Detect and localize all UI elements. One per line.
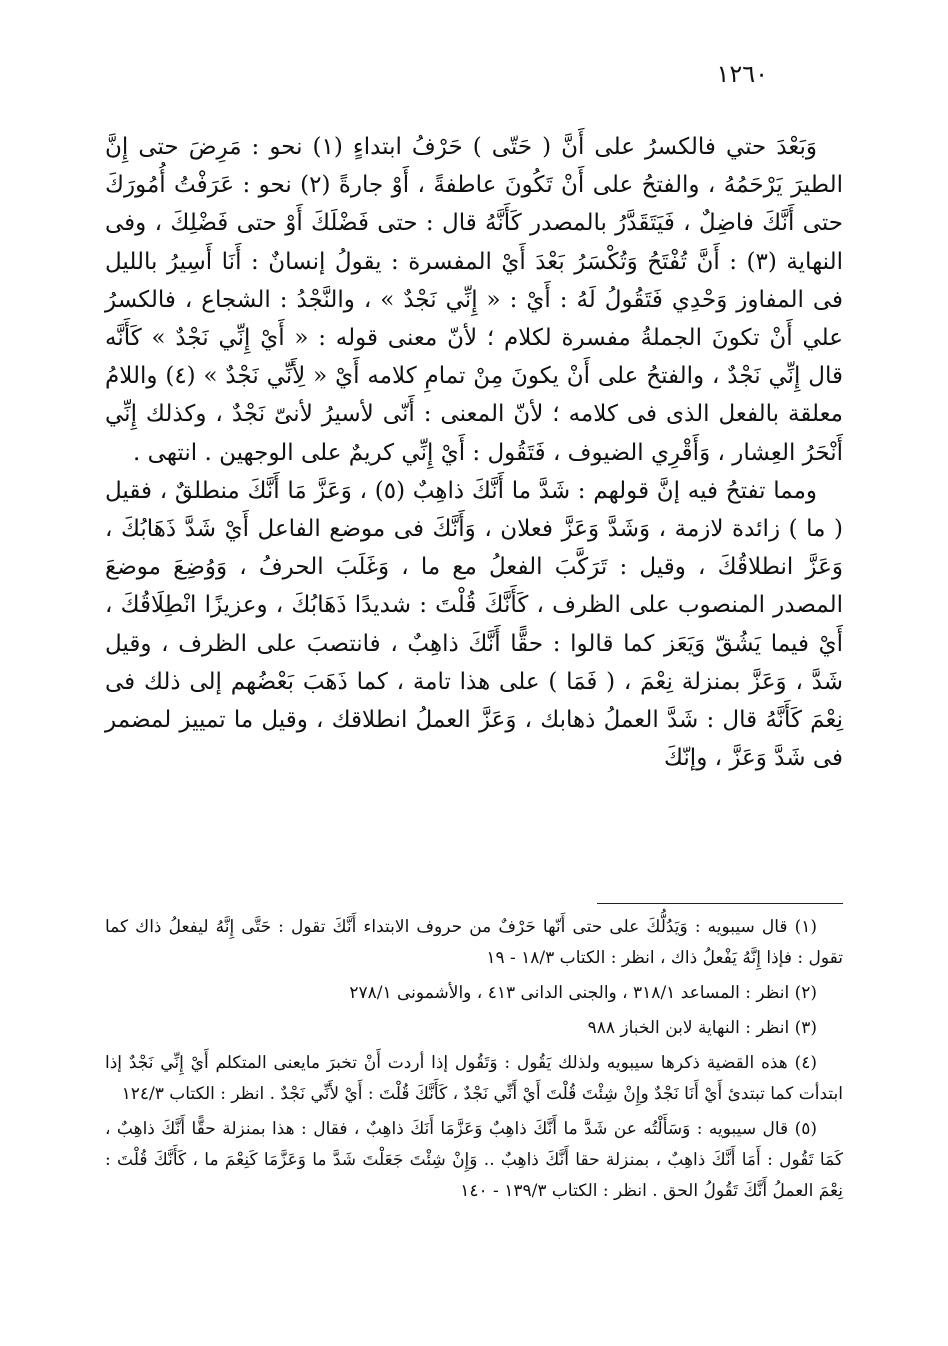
paragraph: وَبَعْدَ حتي فالكسرُ على أَنَّ ( حَتّى ) حَرْفُ ابتداءٍ (١) نحو : مَرِضَ حتى إِنَّ الطيرَ يَرْحَمُهُ ، والفتحُ على أَنْ تَكُونَ عاطفةً ، أَوْ جارةً (٢) نحو : عَرَفْتُ أُمُورَكَ حتى أَنَّكَ فاضِلٌ ، فَيَتَقَدَّرُ بالمصدر كَأَنَّهُ قال : حتى فَضْلَكَ أَوْ حتى فَضْلِكَ ، وفى النهاية (٣) : أَنَّ تُفْتَحُ وَتُكْسَرُ بَعْدَ أَيْ المفسرة : يقولُ إنسانٌ : أَنَا أَسِيرُ بالليل فى المفاوز وَحْدِي فَتَقُولُ لَهُ : أَيْ : « إِنِّي نَجْدٌ » ، والنَّجْدُ : الشجاع ، فالكسرُ علي أَنْ تكونَ الجملةُ مفسرة لكلام ؛ لأنّ معنى قوله : « أَيْ إِنِّي نَجْدٌ » كَأَنَّه قال إِنِّي نَجْدٌ ، والفتحُ على أَنْ يكونَ مِنْ تمامِ كلامه أَيْ « لِأَنِّي نَجْدٌ » (٤) واللامُ معلقة بالفعل الذى فى كلامه ؛ لأنّ المعنى : أَنّى لأسيرُ لأنىّ نَجْدٌ ، وكذلك إِنِّي أَنْحَرُ العِشار ، وَأَقْرِي الضيوف ، فَتَقُول : أَيْ إِنِّي كريمٌ على الوجهين . انتهى . [105,134,844,466]
footnote: (١) قال سيبويه : وَيَدُلُّكَ على حتى أَنّها حَرْفٌ من حروف الابتداء أَنَّكَ تقول : حَتَّى إِنَّهُ ليفعلُ ذاك كما تقول : فإذا إِنَّهُ يَفْعلُ ذاك ، انظر : الكتاب ١٨/٣ - ١٩ [105,917,843,968]
footnotes [105,912,843,1211]
footnote: (٥) قال سيبويه : وَسَأَلْتُه عن شَدَّ ما أَنَّكَ ذاهِبٌ وَعَزَّمَا أَنَكَ ذاهِبٌ ، فقال : هذا بمنزلة حقًّا أَنَّكَ ذاهِبٌ ، كَمَا تَقُول : أَمَا أَنَّكَ ذاهِبٌ ، بمنزلة حقا أَنَّكَ ذاهِبٌ .. وَإِنْ شِئْتَ جَعَلْتَ شَدَّ ما وَعَزَّمَا كَنِعْمَ ما ، كَأَنَّكَ قُلْتَ : نِعْمَ العملُ أَنَّكَ تَقُولُ الحق . انظر : الكتاب ١٣٩/٣ - ١٤٠ [105,1119,843,1201]
footnote: (٤) هذه القضية ذكرها سيبويه ولذلك يَقُول : وَتَقُول إذا أردت أَنْ تخبرَ مايعنى المتكلم أَيْ إِنِّي نَجْدٌ إذا ابتدأت كما تبتدئ أَيْ أَنَا نَجْدٌ وإِنْ شِئْتَ قُلْتَ أَيْ أَنِّي نَجْدٌ ، كَأَنَّكَ قُلْتَ : أَيْ لأَنِّي نَجْدٌ . انظر : الكتاب ١٢٤/٣ [105,1053,843,1104]
page-number: ١٢٦٠ [716,60,768,88]
footnote-divider [597,903,843,904]
paragraph: ومما تفتحُ فيه إنَّ قولهم : شَدَّ ما أَنَّكَ ذاهِبٌ (٥) ، وَعَزَّ مَا أَنَّكَ منطلقٌ ، فقيل ( ما ) زائدة لازمة ، وَشَدَّ وَعَزَّ فعلان ، وَأَنَّكَ فى موضع الفاعل أَيْ شَدَّ ذَهَابُكَ ، وَعَزَّ انطلاقُكَ ، وقيل : تَرَكَّبَ الفعلُ مع ما ، وَغَلَبَ الحرفُ ، وَوُضِعَ موضعَ المصدر المنصوب على الظرف ، كَأَنَّكَ قُلْتَ : شديدًا ذَهَابُكَ ، وعزيزًا انْطِلَاقُكَ ، أَيْ فيما يَشُقّ وَيَعَز كما قالوا : حقًّا أَنَّكَ ذاهِبٌ ، فانتصبَ على الظرف ، وقيل شَدَّ ، وَعَزَّ بمنزلة نِعْمَ ، ( فَمَا ) على هذا تامة ، كما ذَهَبَ بَعْضُهم إلى ذلك فى نِعْمَ كَأَنَّهُ قال : شَدَّ العملُ ذهابك ، وَعَزَّ العملُ انطلاقك ، وقيل ما تمييز لمضمر فى شَدَّ وَعَزَّ ، وإنّكَ [105,477,843,772]
footnote: (٢) انظر : المساعد ٣١٨/١ ، والجنى الدانى ٤١٣ ، والأشمونى ٢٧٨/١ [349,983,817,1003]
footnote: (٣) انظر : النهاية لابن الخباز ٩٨٨ [587,1018,817,1038]
main-text [105,128,843,777]
